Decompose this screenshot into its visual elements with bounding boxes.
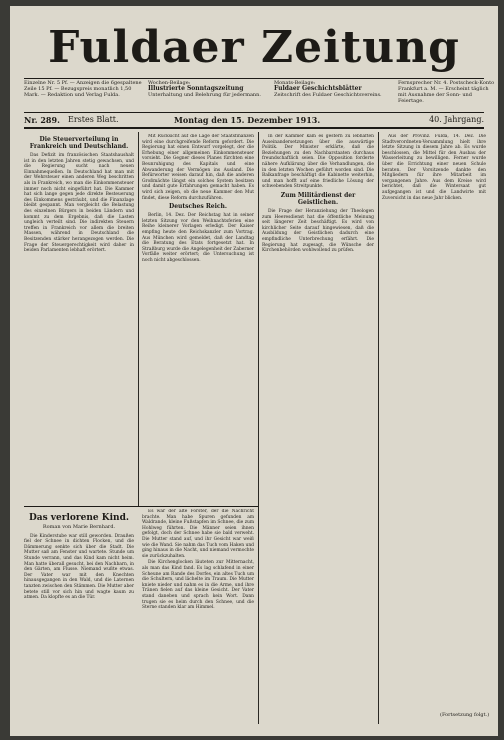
feuilleton-body-2: Es war der alte Förster, der die Nachricht brachte. Man habe Spuren gefunden am Waldrande, kleine Fußstapfen im Schnee, die zum Hohlweg führten. Die Männer seien ihnen gefolgt, doch der Schnee habe sie bald verweht. Die Mutter stand auf, und ihr Gesicht war weiß wie die Wand. Sie nahm das Tuch vom Haken und ging hinaus in die Nacht, und niemand vermochte sie zurückzuhalten. (142, 509, 254, 559)
subhead (24, 80, 495, 110)
sheet-label: Erstes Blatt. (68, 115, 119, 124)
article-steuer-body: Das Defizit im französischen Staatshaushalt ist in den letzten Jahren stetig gewachsen, und die Regierung sucht nach neuen Einnahmequellen. In Deutschland hat man mit der Wehrsteuer einen anderen Weg beschritten als in Frankreich, wo man die Einkommensteuer immer noch nicht eingeführt hat. Die Kammer hat sich lange gegen jede direkte Besteuerung des Einkommens gesträubt, und die Finanzlage bleibt gespannt. Man vergleicht die Belastung des einzelnen Bürgers in beiden Ländern und kommt zu dem Ergebnis, daß die Lasten ungleich verteilt sind. Die indirekten Steuern treffen in Frankreich vor allem die breiten Massen, während in Deutschland die Besitzenden stärker herangezogen werden. Die Frage der Steuergerechtigkeit wird daher in beiden Parlamenten lebhaft erörtert. (24, 153, 134, 254)
issue-date: Montag den 15. Dezember 1913. (174, 115, 321, 125)
column-rule-1 (138, 132, 139, 506)
feuilleton-body-3: Die Kirchenglocken läuteten zur Mitternacht, als man das Kind fand. Es lag schlafend in einer Scheune am Rande des Dorfes, ein altes Tuch um die Schultern, und lächelte im Traum. Die Mutter kniete nieder und nahm es in die Arme, und ihre Tränen fielen auf das kleine Gesicht. Der Vater stand daneben und sprach kein Wort. Dann trugen sie es heim durch den Schnee, und die Sterne standen klar am Himmel. (142, 560, 254, 611)
article-reich-body: Berlin, 14. Dez. Der Reichstag hat in seiner letzten Sitzung vor den Weihnachtsferien eine Reihe kleinerer Vorlagen erledigt. Der Kaiser empfing heute den Reichskanzler zum Vortrag. Aus München wird gemeldet, daß der Landtag die Beratung des Etats fortgesetzt hat. In Straßburg wurde die Angelegenheit der Zaberner Vorfälle weiter erörtert; die Untersuchung ist noch nicht abgeschlossen. (142, 213, 254, 263)
feuilleton-byline: Roman von Marie Bernhard. (42, 524, 116, 530)
article-kammer-body: In der Kammer kam es gestern zu lebhaften Auseinandersetzungen über die auswärtige Politik. Der Minister erklärte, daß die Beziehungen zu den Nachbarstaaten durchaus freundschaftlich seien. Die Opposition forderte nähere Aufklärung über die Verhandlungen, die in den letzten Wochen geführt worden sind. Die Balkanfrage beschäftigt die Kabinette weiterhin, und man hofft auf eine friedliche Lösung der schwebenden Streitpunkte. (262, 134, 374, 190)
monthly-title: Fuldaer Geschichtsblätter (274, 85, 362, 92)
masthead-title: Fuldaer Zeitung (48, 22, 460, 73)
column-rule-2 (258, 132, 259, 724)
newspaper-page (10, 6, 498, 736)
column-rule-3 (378, 132, 379, 724)
volume-label: 40. Jahrgang. (429, 115, 484, 124)
article-reform-body: Mit Rücksicht auf die Lage der Staatsfinanzen wird eine durchgreifende Reform gefordert. Die Regierung hat einen Entwurf vorgelegt, der die Erhebung einer allgemeinen Einkommensteuer vorsieht. Die Gegner dieses Planes fürchten eine Beunruhigung des Kapitals und eine Abwanderung der Vermögen ins Ausland. Die Befürworter weisen darauf hin, daß die anderen Großmächte längst ein solches System besitzen und damit gute Erfahrungen gemacht haben. Es wird sich zeigen, ob die neue Kammer den Mut findet, diese Reform durchzuführen. (142, 134, 254, 201)
article-steuer-headline: Die Steuerverteilung in Frankreich und Deutschland. (29, 136, 129, 150)
monthly-prefix: Monats-Beilage: (274, 80, 316, 86)
article-reich-headline: Deutsches Reich. (168, 203, 228, 211)
feuilleton-rule (24, 506, 258, 507)
dateline (24, 114, 484, 126)
feuilleton-body: Die Kinderstube war still geworden. Draußen fiel der Schnee in dichten Flocken, und die Dämmerung senkte sich über die Stadt. Die Mutter saß am Fenster und wartete. Stunde um Stunde verrann, und das Kind kam nicht heim. Man hatte überall gesucht, bei den Nachbarn, in den Gärten, am Flusse. Niemand wußte etwas. Der Vater war mit den Knechten hinausgegangen in den Wald, und die Laternen tanzten zwischen den Stämmen. Die Mutter aber betete still vor sich hin und wagte kaum zu atmen. Da klopfte es an die Tür. (24, 533, 134, 601)
column-2 (142, 134, 254, 504)
feuilleton-column-2 (142, 509, 254, 721)
feuilleton-headline: Das verlorene Kind. (28, 513, 130, 523)
feuilleton-column-1 (24, 509, 134, 721)
masthead-rule (24, 78, 484, 79)
article-militaer-headline: Zum Militärdienst der Geistlichen. (280, 191, 356, 206)
monthly-text: Zeitschrift des Fuldaer Geschichtsvereins. (274, 92, 382, 98)
dateline-rule (24, 127, 484, 129)
continued-note: (Fortsetzung folgt.) (440, 712, 490, 718)
subhead-weekly (148, 80, 268, 98)
subhead-rule (24, 112, 484, 113)
subhead-left: Einzelne Nr. 5 Pf. — Anzeigen die 6gespaltene Zeile 15 Pf. — Bezugspreis monatlich 1,50 Mark. — Redaktion und Verlag Fulda. (24, 80, 142, 98)
weekly-prefix: Wochen-Beilage: (148, 80, 191, 86)
subhead-monthly (274, 80, 392, 98)
weekly-title: Illustrierte Sonntagszeitung (148, 85, 244, 92)
article-militaer-body: Die Frage der Heranziehung der Theologen zum Heeresdienst hat die öffentliche Meinung seit längerer Zeit beschäftigt. Es wird von kirchlicher Seite darauf hingewiesen, daß die Ausbildung der Geistlichen dadurch eine empfindliche Unterbrechung erfährt. Die Regierung hat zugesagt, die Wünsche der Kirchenbehörden wohlwollend zu prüfen. (262, 208, 374, 254)
subhead-right: Fernsprecher Nr. 4. Postscheck-Konto Frankfurt a. M. — Erscheint täglich mit Ausnahme der Sonn- und Feiertage. (398, 80, 495, 104)
column-1 (24, 134, 134, 504)
issue-number: Nr. 289. (24, 115, 60, 125)
column-4 (382, 134, 486, 724)
article-provinz-body: Aus der Provinz. Fulda, 14. Dez. Die Stadtverordneten-Versammlung hielt ihre letzte Sitzung in diesem Jahre ab. Es wurde beschlossen, die Mittel für den Ausbau der Wasserleitung zu bewilligen. Ferner wurde über die Errichtung einer neuen Schule beraten. Der Vorsitzende dankte den Mitgliedern für ihre Mitarbeit im vergangenen Jahre. Aus dem Kreise wird berichtet, daß die Wintersaat gut aufgegangen ist und die Landwirte mit Zuversicht in das neue Jahr blicken. (382, 134, 486, 201)
column-3 (262, 134, 374, 724)
weekly-text: Unterhaltung und Belehrung für jedermann. (148, 92, 261, 98)
